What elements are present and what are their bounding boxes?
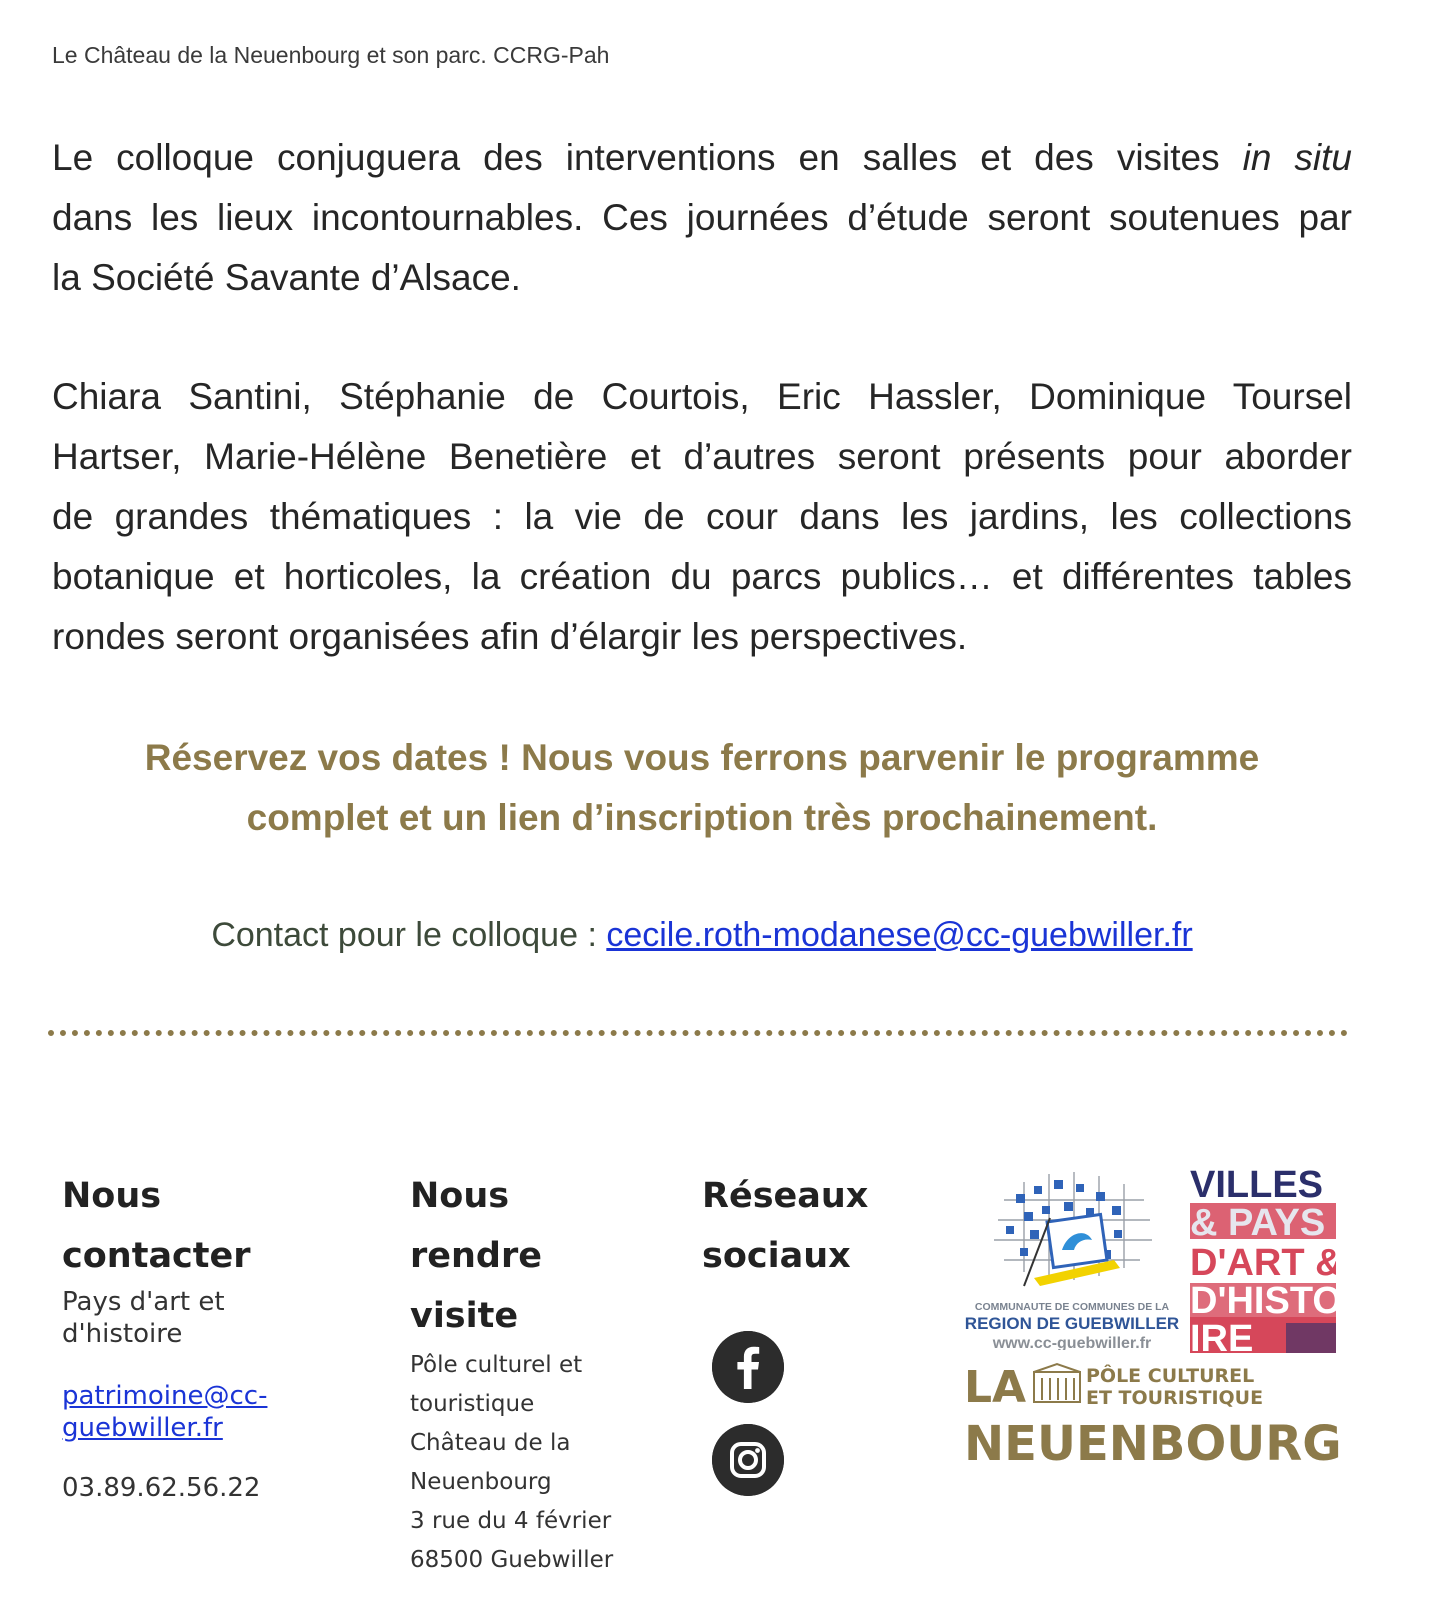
address-line-6: 68500 Guebwiller [410, 1547, 614, 1573]
villes-pays-art-histoire-logo [1190, 1163, 1336, 1353]
vpah-text-4: D'HISTO [1190, 1280, 1336, 1322]
phone-number: 03.89.62.56.22 [62, 1473, 261, 1503]
cta-line-1: Réservez vos dates ! Nous vous ferrons parvenir le programme [144, 737, 1260, 778]
ccrg-text-2: REGION DE GUEBWILLER [964, 1314, 1180, 1333]
neu-la-text: LA [964, 1362, 1027, 1413]
visit-heading-line-3: visite [410, 1296, 519, 1336]
org-line-2: d'histoire [62, 1319, 183, 1349]
facebook-glyph [712, 1331, 784, 1403]
vpah-text-1: VILLES [1190, 1164, 1324, 1206]
contact-label: Contact pour le colloque : [211, 916, 607, 954]
cta-line-2: complet et un lien d’inscription très prochainement. [246, 797, 1158, 838]
speakers-line-5: rondes seront organisées afin d’élargir les perspectives. [52, 616, 968, 657]
address-line-4: Neuenbourg [410, 1469, 552, 1495]
contact-heading-line-1: Nous [62, 1176, 162, 1216]
intro-line-3: la Société Savante d’Alsace. [52, 257, 521, 298]
instagram-glyph [712, 1424, 784, 1496]
speakers-line-4: botanique et horticoles, la création du parcs publics… et différentes tables [52, 556, 1352, 597]
instagram-icon[interactable] [712, 1424, 784, 1496]
visit-heading-line-1: Nous [410, 1176, 510, 1216]
neu-name-text: NEUENBOURG [964, 1416, 1342, 1468]
ccrg-text-3: www.cc-guebwiller.fr [992, 1335, 1152, 1350]
speakers-line-1: Chiara Santini, Stéphanie de Courtois, Eric Hassler, Dominique Toursel [52, 376, 1352, 417]
address-line-5: 3 rue du 4 février [410, 1508, 612, 1534]
address-line-1: Pôle culturel et [410, 1352, 583, 1378]
neu-pole-text-2: ET TOURISTIQUE [1086, 1387, 1264, 1409]
social-heading-line-1: Réseaux [702, 1176, 869, 1216]
vpah-emblem-icon [1190, 1163, 1336, 1353]
facebook-icon[interactable] [712, 1331, 784, 1403]
vpah-text-5: IRE [1190, 1318, 1254, 1353]
org-line-1: Pays d'art et [62, 1287, 225, 1317]
intro-paragraph [52, 128, 1352, 308]
dotted-divider [48, 1030, 1348, 1036]
in-situ-italic: in situ [1242, 137, 1353, 178]
colloquium-contact [52, 916, 1352, 955]
social-heading [702, 1166, 922, 1286]
footer-email-link[interactable] [62, 1380, 362, 1444]
neuenbourg-logo [964, 1358, 1344, 1468]
ccrg-logo [964, 1160, 1180, 1350]
photo-caption: Le Château de la Neuenbourg et son parc. CCRG-Pah [52, 42, 610, 68]
vpah-text-2: & PAYS [1190, 1202, 1326, 1244]
footer-email-line-2: guebwiller.fr [62, 1413, 223, 1443]
ccrg-emblem-icon [964, 1160, 1180, 1350]
save-the-date-callout [52, 728, 1352, 848]
visit-address [410, 1346, 670, 1580]
intro-line-1-text: Le colloque conjuguera des interventions en salles et des visites [52, 137, 1243, 178]
organization-name [62, 1286, 362, 1350]
social-heading-line-2: sociaux [702, 1236, 851, 1276]
contact-heading-line-2: contacter [62, 1236, 251, 1276]
vpah-text-3: D'ART & [1190, 1242, 1336, 1284]
neu-pole-text-1: PÔLE CULTUREL [1086, 1365, 1255, 1387]
speakers-line-3: de grandes thématiques : la vie de cour dans les jardins, les collections [52, 496, 1352, 537]
footer-social-column [702, 1166, 922, 1286]
contact-email-link[interactable]: cecile.roth-modanese@cc-guebwiller.fr [606, 916, 1193, 954]
intro-line-1 [52, 128, 1352, 188]
visit-heading-line-2: rendre [410, 1236, 542, 1276]
visit-heading [410, 1166, 670, 1346]
intro-line-2: dans les lieux incontournables. Ces journées d’étude seront soutenues par [52, 197, 1352, 238]
ccrg-text-1: COMMUNAUTE DE COMMUNES DE LA [974, 1301, 1170, 1313]
address-line-2: touristique [410, 1391, 535, 1417]
footer-email-line-1: patrimoine@cc- [62, 1381, 268, 1411]
speakers-paragraph [52, 367, 1352, 667]
footer-contact-column [62, 1166, 362, 1504]
address-line-3: Château de la [410, 1430, 571, 1456]
speakers-line-2: Hartser, Marie-Hélène Benetière et d’autres seront présents pour aborder [52, 436, 1352, 477]
contact-heading [62, 1166, 362, 1286]
footer-visit-column [410, 1166, 670, 1580]
neuenbourg-emblem-icon [964, 1358, 1344, 1468]
